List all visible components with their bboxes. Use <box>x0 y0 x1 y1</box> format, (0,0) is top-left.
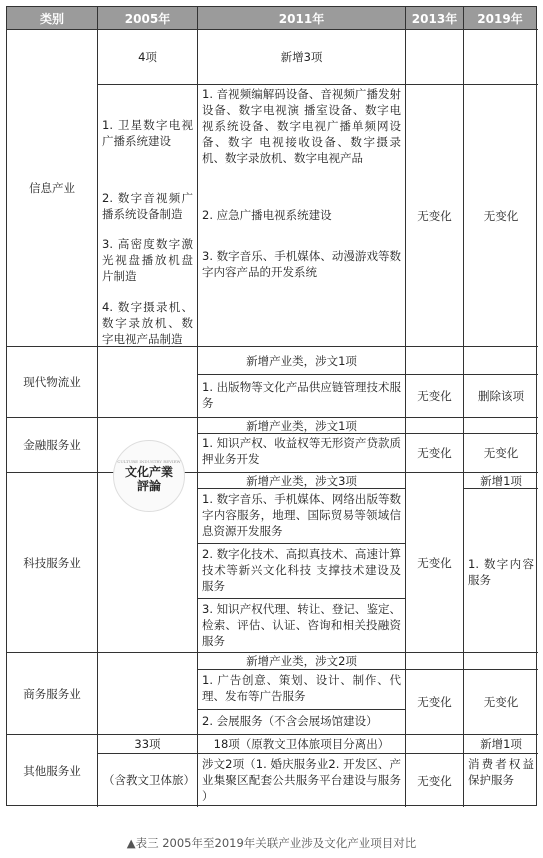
other-2011-count: 18项（原教文卫体旅项目分离出） <box>213 737 390 751</box>
other-2011-item: 涉文2项（1. 婚庆服务业2. 开发区、产业集聚区配套公共服务平台建设与服务 ） <box>202 757 401 803</box>
other-2019-item: 消费者权益保护服务 <box>468 757 534 787</box>
logo-line1: 文化产業 <box>124 465 173 479</box>
tech-2011-add: 新增产业类，涉文3项 <box>246 473 357 488</box>
table-caption: ▲表三 2005年至2019年关联产业涉及文化产业项目对比 <box>126 836 417 850</box>
other-2005-count: 33项 <box>134 737 161 751</box>
category-tech: 科技服务业 <box>23 555 81 570</box>
logistics-2019: 删除该项 <box>478 389 524 403</box>
tech-2013: 无变化 <box>417 555 452 570</box>
category-info: 信息产业 <box>29 181 75 195</box>
business-2011-item: 1. 广告创意、策划、设计、制作、代理、发布等广告服务 <box>202 673 401 703</box>
tech-2019-add: 新增1项 <box>480 473 522 488</box>
logo-line2: 評論 <box>136 479 161 493</box>
header-category: 类别 <box>7 7 97 29</box>
info-2019: 无变化 <box>483 208 519 223</box>
info-2005-count: 4项 <box>138 50 157 64</box>
info-2011-add: 新增3项 <box>280 50 323 64</box>
finance-2013: 无变化 <box>417 446 452 460</box>
category-business: 商务服务业 <box>23 686 81 701</box>
finance-2019: 无变化 <box>483 446 519 460</box>
logo-tiny-text: CULTURE INDUSTRY REVIEW <box>117 459 181 464</box>
business-2011-add: 新增产业类，涉文2项 <box>246 654 357 668</box>
info-2013: 无变化 <box>417 208 452 223</box>
info-2005-item: 4. 数字摄录机、数字录放机、数字电视产品制造 <box>102 300 193 346</box>
logistics-2011-add: 新增产业类，涉文1项 <box>246 353 357 368</box>
tech-2011-item: 3. 知识产权代理、转让、登记、鉴定、检索、评估、认证、咨询和相关投融资服务 <box>202 602 401 648</box>
info-2005-item: 2. 数字音视频广播系统设备制造 <box>102 191 193 221</box>
other-2013: 无变化 <box>417 773 452 788</box>
header-2005: 2005年 <box>98 7 197 29</box>
tech-2011-item: 2. 数字化技术、高拟真技术、高速计算技术等新兴文化科技 支撑技术建设及服务 <box>202 547 401 593</box>
comparison-table <box>6 6 537 806</box>
culture-industry-review-logo <box>113 440 185 512</box>
other-2005-note: （含教文卫体旅） <box>103 773 195 787</box>
info-2011-item: 1. 音视频编解码设备、音视频广播发射设备、数字电视演 播室设备、数字电视系统设备、数字电视广播单频网设备、数字 电视接收设备、数字摄录机、数字录放机、数字电视产品 <box>202 87 401 165</box>
info-2005-item: 1. 卫星数字电视广播系统建设 <box>102 118 193 148</box>
business-2019: 无变化 <box>483 695 519 709</box>
info-2011-item: 2. 应急广播电视系统建设 <box>202 208 332 222</box>
logistics-2013: 无变化 <box>417 389 452 403</box>
header-2019: 2019年 <box>464 7 536 29</box>
finance-2011-item: 1. 知识产权、收益权等无形资产贷款质押业务开发 <box>202 436 401 466</box>
info-2005-item: 3. 高密度数字激光视盘播放机盘片制造 <box>102 237 193 283</box>
category-logistics: 现代物流业 <box>23 375 81 389</box>
tech-2011-item: 1. 数字音乐、手机媒体、网络出版等数字内容服务，地理、国际贸易等领域信息资源开发服务 <box>202 492 401 538</box>
logistics-2011-item: 1. 出版物等文化产品供应链管理技术服务 <box>202 380 401 410</box>
other-2019-add: 新增1项 <box>480 737 522 751</box>
finance-2011-add: 新增产业类，涉文1项 <box>246 418 357 433</box>
tech-2019-item: 1. 数字内容服务 <box>468 557 534 587</box>
category-finance: 金融服务业 <box>23 438 81 452</box>
header-2013: 2013年 <box>406 7 463 29</box>
header-2011: 2011年 <box>198 7 405 29</box>
info-2011-item: 3. 数字音乐、手机媒体、动漫游戏等数字内容产品的开发系统 <box>202 249 401 279</box>
category-other: 其他服务业 <box>23 764 81 778</box>
business-2013: 无变化 <box>417 695 452 709</box>
business-2011-item: 2. 会展服务（不含会展场馆建设） <box>202 714 378 728</box>
